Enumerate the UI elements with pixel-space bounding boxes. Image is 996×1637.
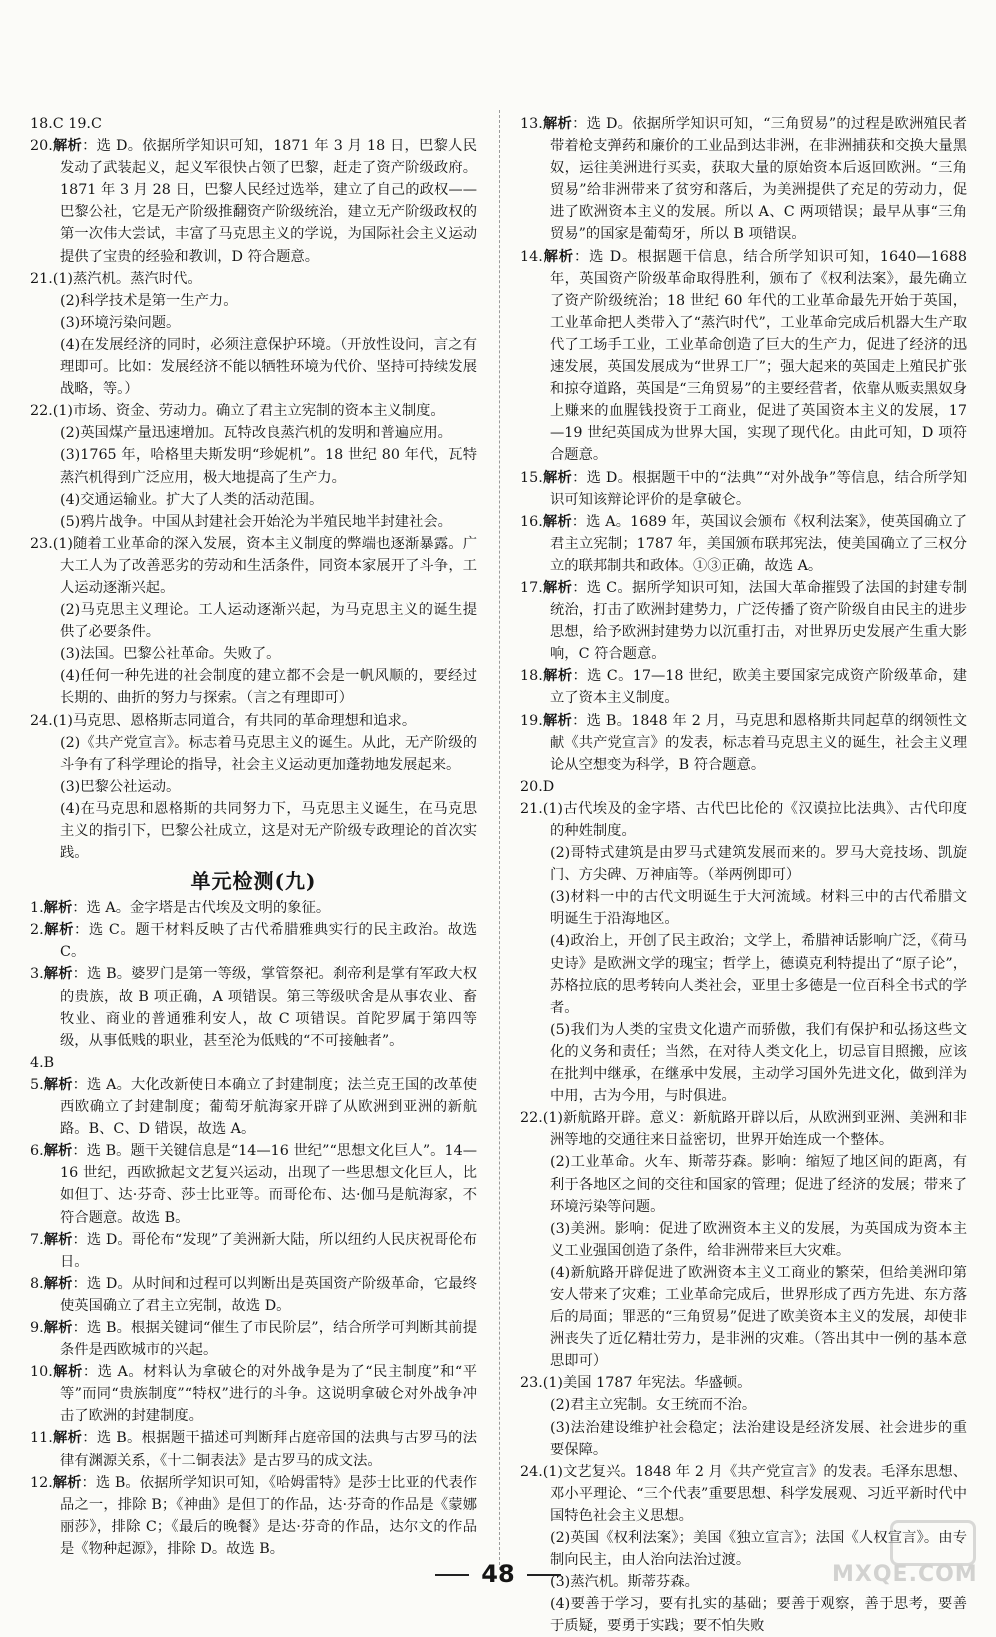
item-text: ：选 D。根据题干中的“法典”“对外战争”等信息，结合所学知识可知该辩论评价的是拿破仑。 <box>550 469 968 508</box>
item-text: (2)英国煤产量迅速增加。瓦特改良蒸汽机的发明和普遍应用。 <box>60 425 452 442</box>
answer-item <box>30 963 477 1051</box>
item-text: (3)巴黎公社运动。 <box>60 778 181 795</box>
answer-item <box>520 710 967 776</box>
answer-subitem <box>520 1417 967 1461</box>
item-text: (3)法治建设维护社会稳定；法治建设是经济发展、社会进步的重要保障。 <box>550 1419 967 1458</box>
answer-item <box>30 1427 477 1471</box>
answer-item <box>30 400 477 422</box>
analysis-tag: 解析 <box>52 1430 83 1447</box>
item-number: 4. <box>30 1054 44 1071</box>
answer-item <box>30 113 477 135</box>
analysis-tag: 解析 <box>542 248 574 265</box>
item-text: (1)蒸汽机。蒸汽时代。 <box>52 270 202 287</box>
answer-item <box>520 1372 967 1394</box>
left-column <box>30 113 477 1560</box>
item-number: 13. <box>520 116 543 132</box>
answer-subitem <box>30 290 477 312</box>
analysis-tag: 解析 <box>542 116 573 132</box>
item-number: 23. <box>30 535 53 552</box>
item-number: 20. <box>520 778 543 795</box>
analysis-tag: 解析 <box>542 668 573 685</box>
answer-subitem <box>30 599 477 643</box>
item-text: (1)古代埃及的金字塔、古代巴比伦的《汉谟拉比法典》、古代印度的种姓制度。 <box>542 800 967 839</box>
analysis-tag: 解析 <box>43 1275 73 1292</box>
footer-dash-right <box>527 1574 561 1576</box>
item-text: (3)美洲。影响：促进了欧洲资本主义的发展，为英国成为资本主义工业强国创造了条件，给非洲带来巨大灾难。 <box>550 1220 967 1259</box>
item-number: 22. <box>30 403 53 420</box>
answer-item <box>30 268 477 290</box>
answer-subitem <box>30 776 477 798</box>
answer-subitem <box>520 930 967 1018</box>
answer-item <box>520 467 967 511</box>
item-text: ：选 D。依据所学知识可知，1871 年 3 月 18 日，巴黎人民发动了武装起义，起义军很快占领了巴黎，赶走了资产阶级政府。1871 年 3 月 28 日，巴黎人民经过选举，建立了自己的政权——巴黎公社，它是无产阶级推翻资产阶级统治，建立无产阶级政权的第一次伟大尝试，丰富了马克思主义的学说，为国际社会主义运动提供了宝贵的经验和教训，D 符合题意。 <box>60 138 478 265</box>
answer-subitem <box>30 489 477 511</box>
answer-subitem <box>30 422 477 444</box>
item-text: ：选 D。依据所学知识可知，“三角贸易”的过程是欧洲殖民者带着枪支弹药和廉价的工业品到达非洲，在非洲捕获和交换大量黑奴，运往美洲进行买卖，获取大量的原始资本后返回欧洲。“三角贸易”给非洲带来了贫穷和落后，为美洲提供了充足的劳动力，促进了欧洲资本主义的发展。所以 A、C 两项错误；最早从事“三角贸易”的国家是葡萄牙，所以 B 项错误。 <box>550 116 968 243</box>
item-number: 5. <box>30 1076 44 1093</box>
answer-item <box>520 1461 967 1527</box>
item-text: ：选 A。金字塔是古代埃及文明的象征。 <box>72 900 331 917</box>
answer-item <box>30 1472 477 1560</box>
answer-subitem <box>520 1019 967 1107</box>
item-number: 2. <box>30 922 44 939</box>
analysis-tag: 解析 <box>52 1364 83 1381</box>
item-text: (3)法国。巴黎公社革命。失败了。 <box>60 646 281 663</box>
item-text: (4)新航路开辟促进了欧洲资本主义工商业的繁荣，但给美洲印第安人带来了灾难；工业革命完成后，世界形成了西方先进、东方落后的局面；罪恶的“三角贸易”促进了欧美资本主义的发展，却使非洲丧失了近亿精壮劳力，是非洲的灾难。（答出其中一例的基本意思即可） <box>550 1264 967 1370</box>
analysis-tag: 解析 <box>43 1076 73 1093</box>
item-text: ：选 D。从时间和过程可以判断出是英国资产阶级革命，它最终使英国确立了君主立宪制，故选 D。 <box>60 1275 477 1314</box>
item-text: (4)要善于学习，要有扎实的基础；要善于观察，善于思考，要善于质疑，要勇于实践；要不怕失败 <box>550 1596 967 1635</box>
answer-subitem <box>30 643 477 665</box>
item-text: (1)新航路开辟。意义：新航路开辟以后，从欧洲到亚洲、美洲和非洲等地的交通往来日益密切，世界开始连成一个整体。 <box>542 1110 967 1149</box>
analysis-tag: 解析 <box>43 1319 73 1336</box>
answer-item <box>30 1361 477 1427</box>
answer-item <box>520 511 967 577</box>
item-text: (1)马克思、恩格斯志同道合，有共同的革命理想和追求。 <box>52 712 417 729</box>
answer-item <box>520 665 967 709</box>
item-number: 10. <box>30 1364 53 1381</box>
item-text: ：选 B。根据关键词“催生了市民阶层”，结合所学可判断其前提条件是西欧城市的兴起。 <box>60 1319 478 1359</box>
answer-subitem <box>520 1394 967 1416</box>
item-text: (2)《共产党宣言》。标志着马克思主义的诞生。从此，无产阶级的斗争有了科学理论的指导，社会主义运动更加蓬勃地发展起来。 <box>60 734 477 773</box>
item-number: 12. <box>30 1474 53 1491</box>
item-number: 8. <box>30 1275 44 1292</box>
column-divider <box>499 110 501 1570</box>
item-text: ：选 B。根据题干描述可判断拜占庭帝国的法典与古罗马的法律有渊源关系，《十二铜表法》是古罗马的成文法。 <box>60 1430 477 1469</box>
item-text: (1)文艺复兴。1848 年 2 月《共产党宣言》的发表。毛泽东思想、邓小平理论、“三个代表”重要思想、科学发展观、习近平新时代中国特色社会主义思想。 <box>542 1463 967 1524</box>
answer-subitem <box>30 665 477 709</box>
answer-subitem <box>30 511 477 533</box>
item-number: 22. <box>520 1110 543 1127</box>
watermark-logo <box>832 1520 982 1592</box>
item-text: 18.C 19.C <box>30 116 102 132</box>
answer-subitem <box>520 886 967 930</box>
footer-dash-left <box>435 1574 469 1576</box>
item-text: (2)哥特式建筑是由罗马式建筑发展而来的。罗马大竞技场、凯旋门、方尖碑、万神庙等。（举两例即可） <box>550 845 967 884</box>
answer-item <box>520 776 967 798</box>
watermark-text: MXQE.COM <box>832 1562 978 1587</box>
analysis-tag: 解析 <box>542 712 573 729</box>
item-text: B <box>43 1054 55 1071</box>
item-number: 17. <box>520 579 543 596</box>
item-text: (3)材料一中的古代文明诞生于大河流域。材料三中的古代希腊文明诞生于沿海地区。 <box>550 889 967 928</box>
item-number: 6. <box>30 1143 44 1160</box>
item-text: (3)1765 年，哈格里夫斯发明“珍妮机”。18 世纪 80 年代，瓦特蒸汽机得到广泛应用，极大地提高了生产力。 <box>60 447 477 486</box>
item-number: 3. <box>30 966 44 983</box>
answer-item <box>30 919 477 963</box>
answer-item <box>30 135 477 268</box>
item-text: (1)随着工业革命的深入发展，资本主义制度的弊端也逐渐暴露。广大工人为了改善恶劣的劳动和生活条件，同资本家展开了斗争，工人运动逐渐兴起。 <box>52 535 477 596</box>
item-text: (2)工业革命。火车、斯蒂芬森。影响：缩短了地区间的距离，有利于各地区之间的交往和国家的管理；促进了经济的发展；带来了环境污染等问题。 <box>550 1154 967 1215</box>
answer-item <box>30 1074 477 1140</box>
item-text: (1)美国 1787 年宪法。华盛顿。 <box>542 1375 752 1392</box>
item-text: ：选 C。题干材料反映了古代希腊雅典实行的民主政治。故选 C。 <box>60 922 478 961</box>
item-number: 11. <box>30 1430 53 1447</box>
item-text: D <box>542 778 555 795</box>
item-number: 23. <box>520 1375 543 1392</box>
item-number: 21. <box>30 270 53 287</box>
answer-item <box>30 533 477 599</box>
item-text: ：选 A。材料认为拿破仑的对外战争是为了“民主制度”和“平等”而同“贵族制度”“特权”进行的斗争。这说明拿破仑对外战争冲击了欧洲的封建制度。 <box>60 1364 478 1425</box>
answer-subitem <box>30 444 477 488</box>
analysis-tag: 解析 <box>43 966 73 983</box>
analysis-tag: 解析 <box>43 922 75 939</box>
answer-item <box>30 1273 477 1317</box>
item-number: 24. <box>520 1463 543 1480</box>
answer-subitem <box>520 1262 967 1372</box>
item-text: (4)在发展经济的同时，必须注意保护环境。（开放性设问，言之有理即可。比如：发展经济不能以牺牲环境为代价、坚持可持续发展战略，等。） <box>60 336 477 398</box>
analysis-tag: 解析 <box>542 469 573 486</box>
item-text: (4)任何一种先进的社会制度的建立都不会是一帆风顺的，要经过长期的、曲折的努力与探索。（言之有理即可） <box>60 668 477 707</box>
answer-item <box>520 577 967 665</box>
analysis-tag: 解析 <box>542 579 573 596</box>
answer-subitem <box>30 732 477 776</box>
answer-item <box>30 1229 477 1273</box>
watermark-icon <box>890 1520 976 1566</box>
page-number: 48 <box>481 1560 515 1588</box>
item-text: (2)君主立宪制。女王统而不治。 <box>550 1397 757 1414</box>
analysis-tag: 解析 <box>43 900 73 917</box>
answer-subitem <box>520 842 967 886</box>
item-text: (4)交通运输业。扩大了人类的活动范围。 <box>60 491 324 508</box>
answer-item <box>520 113 967 246</box>
answer-subitem <box>520 1151 967 1217</box>
item-text: ：选 B。1848 年 2 月，马克思和恩格斯共同起草的纲领性文献《共产党宣言》的发表，标志着马克思主义的诞生，社会主义理论从空想变为科学，B 符合题意。 <box>550 712 968 773</box>
answer-item <box>30 1140 477 1228</box>
answer-item <box>30 710 477 732</box>
answer-subitem <box>30 334 477 400</box>
item-text: (3)蒸汽机。斯蒂芬森。 <box>550 1574 699 1591</box>
item-text: ：选 A。大化改新使日本确立了封建制度；法兰克王国的改革使西欧确立了封建制度；葡萄牙航海家开辟了从欧洲到亚洲的新航路。B、C、D 错误，故选 A。 <box>60 1076 477 1138</box>
item-text: (2)英国《权利法案》；美国《独立宣言》；法国《人权宣言》。由专制向民主，由人治向法治过渡。 <box>550 1530 967 1569</box>
item-text: (5)我们为人类的宝贵文化遗产而骄傲，我们有保护和弘扬这些文化的义务和责任；当然，在对待人类文化上，切忌盲目照搬，应该在批判中继承，在继承中发展，主动学习国外先进文化，做到洋为中用，古为今用，与时俱进。 <box>550 1021 967 1105</box>
answer-item <box>520 798 967 842</box>
item-text: (2)科学技术是第一生产力。 <box>60 292 238 309</box>
item-text: ：选 A。1689 年，英国议会颁布《权利法案》，使英国确立了君主立宪制；1787 年，美国颁布联邦宪法，使美国确立了三权分立的联邦制共和政体。①③正确，故选 A。 <box>550 513 967 574</box>
item-text: ：选 D。哥伦布“发现”了美洲新大陆，所以纽约人民庆祝哥伦布日。 <box>60 1231 478 1270</box>
item-number: 14. <box>520 248 543 265</box>
answer-item <box>30 1052 477 1074</box>
item-text: (4)政治上，开创了民主政治；文学上，希腊神话影响广泛，《荷马史诗》是欧洲文学的瑰宝；哲学上，德谟克利特提出了“原子论”，苏格拉底的思考转向人类社会，亚里士多德是一位百科全书式的学者。 <box>550 933 967 1016</box>
item-number: 18. <box>520 668 543 685</box>
analysis-tag: 解析 <box>52 1474 82 1491</box>
item-text: ：选 B。依据所学知识可知，《哈姆雷特》是莎士比亚的代表作品之一，排除 B；《神曲》是但丁的作品，达·芬奇的作品是《蒙娜丽莎》，排除 C；《最后的晚餐》是达·芬奇的作品，达尔文的作品是《物种起源》，排除 D。故选 B。 <box>60 1474 477 1557</box>
right-column <box>520 113 967 1637</box>
item-text: ：选 D。根据题干信息，结合所学知识可知，1640—1688 年，英国资产阶级革命取得胜利，颁布了《权利法案》，最先确立了资产阶级统治；18 世纪 60 年代的工业革命最先开始于英国，工业革命把人类带入了“蒸汽时代”，工业革命完成后机器大生产取代了工场手工业，工业革命创造了巨大的生产力，促进了经济的迅速发展，英国发展成为“世界工厂”；强大起来的英国走上殖民扩张和掠夺道路，英国是“三角贸易”的主要经营者，依靠从贩卖黑奴身上赚来的血腥钱投资于工商业，促进了英国资本主义的发展，17—19 世纪英国成为世界大国，实现了现代化。由此可知，D 项符合题意。 <box>550 248 968 464</box>
answer-subitem <box>520 1218 967 1262</box>
answer-subitem <box>30 312 477 334</box>
item-number: 9. <box>30 1319 44 1336</box>
answer-item <box>30 1317 477 1361</box>
item-text: ：选 B。婆罗门是第一等级，掌管祭祀。刹帝利是掌有军政大权的贵族，故 B 项正确，A 项错误。第三等级吠舍是从事农业、畜牧业、商业的普通雅利安人，故 C 项错误。首陀罗属于第四等级，从事低贱的职业，甚至沦为低贱的“不可接触者”。 <box>60 966 477 1049</box>
item-text: (5)鸦片战争。中国从封建社会开始沦为半殖民地半封建社会。 <box>60 513 452 530</box>
item-text: (2)马克思主义理论。工人运动逐渐兴起，为马克思主义的诞生提供了必要条件。 <box>60 602 477 641</box>
item-number: 21. <box>520 800 543 817</box>
item-text: (1)市场、资金、劳动力。确立了君主立宪制的资本主义制度。 <box>52 403 445 420</box>
item-number: 7. <box>30 1231 44 1248</box>
item-text: ：选 C。据所学知识可知，法国大革命摧毁了法国的封建专制统治，打击了欧洲封建势力，广泛传播了资产阶级自由民主的进步思想，给予欧洲封建势力以沉重打击，对世界历史发展产生重大影响，C 符合题意。 <box>550 579 968 663</box>
answer-item <box>520 246 967 467</box>
item-number: 20. <box>30 138 53 155</box>
item-number: 15. <box>520 469 543 486</box>
answer-item <box>30 897 477 919</box>
answer-item <box>520 1107 967 1151</box>
item-number: 24. <box>30 712 53 729</box>
analysis-tag: 解析 <box>43 1143 73 1160</box>
analysis-tag: 解析 <box>542 513 572 530</box>
item-text: (4)在马克思和恩格斯的共同努力下，马克思主义诞生，在马克思主义的指引下，巴黎公社成立，这是对无产阶级专政理论的首次实践。 <box>60 800 477 862</box>
answer-subitem <box>30 798 477 864</box>
item-number: 19. <box>520 712 543 729</box>
section-title: 单元检测(九) <box>190 869 317 894</box>
analysis-tag: 解析 <box>52 138 83 155</box>
item-number: 1. <box>30 900 44 917</box>
item-text: (3)环境污染问题。 <box>60 314 181 331</box>
item-text: ：选 C。17—18 世纪，欧美主要国家完成资产阶级革命，建立了资本主义制度。 <box>550 668 967 707</box>
analysis-tag: 解析 <box>43 1231 73 1248</box>
item-number: 16. <box>520 513 543 530</box>
item-text: ：选 B。题干关键信息是“14—16 世纪”“思想文化巨人”。14—16 世纪，西欧掀起文艺复兴运动，出现了一些思想文化巨人，比如但丁、达·芬奇、莎士比亚等。而哥伦布、达·伽马是航海家，不符合题意。故选 B。 <box>60 1143 478 1226</box>
